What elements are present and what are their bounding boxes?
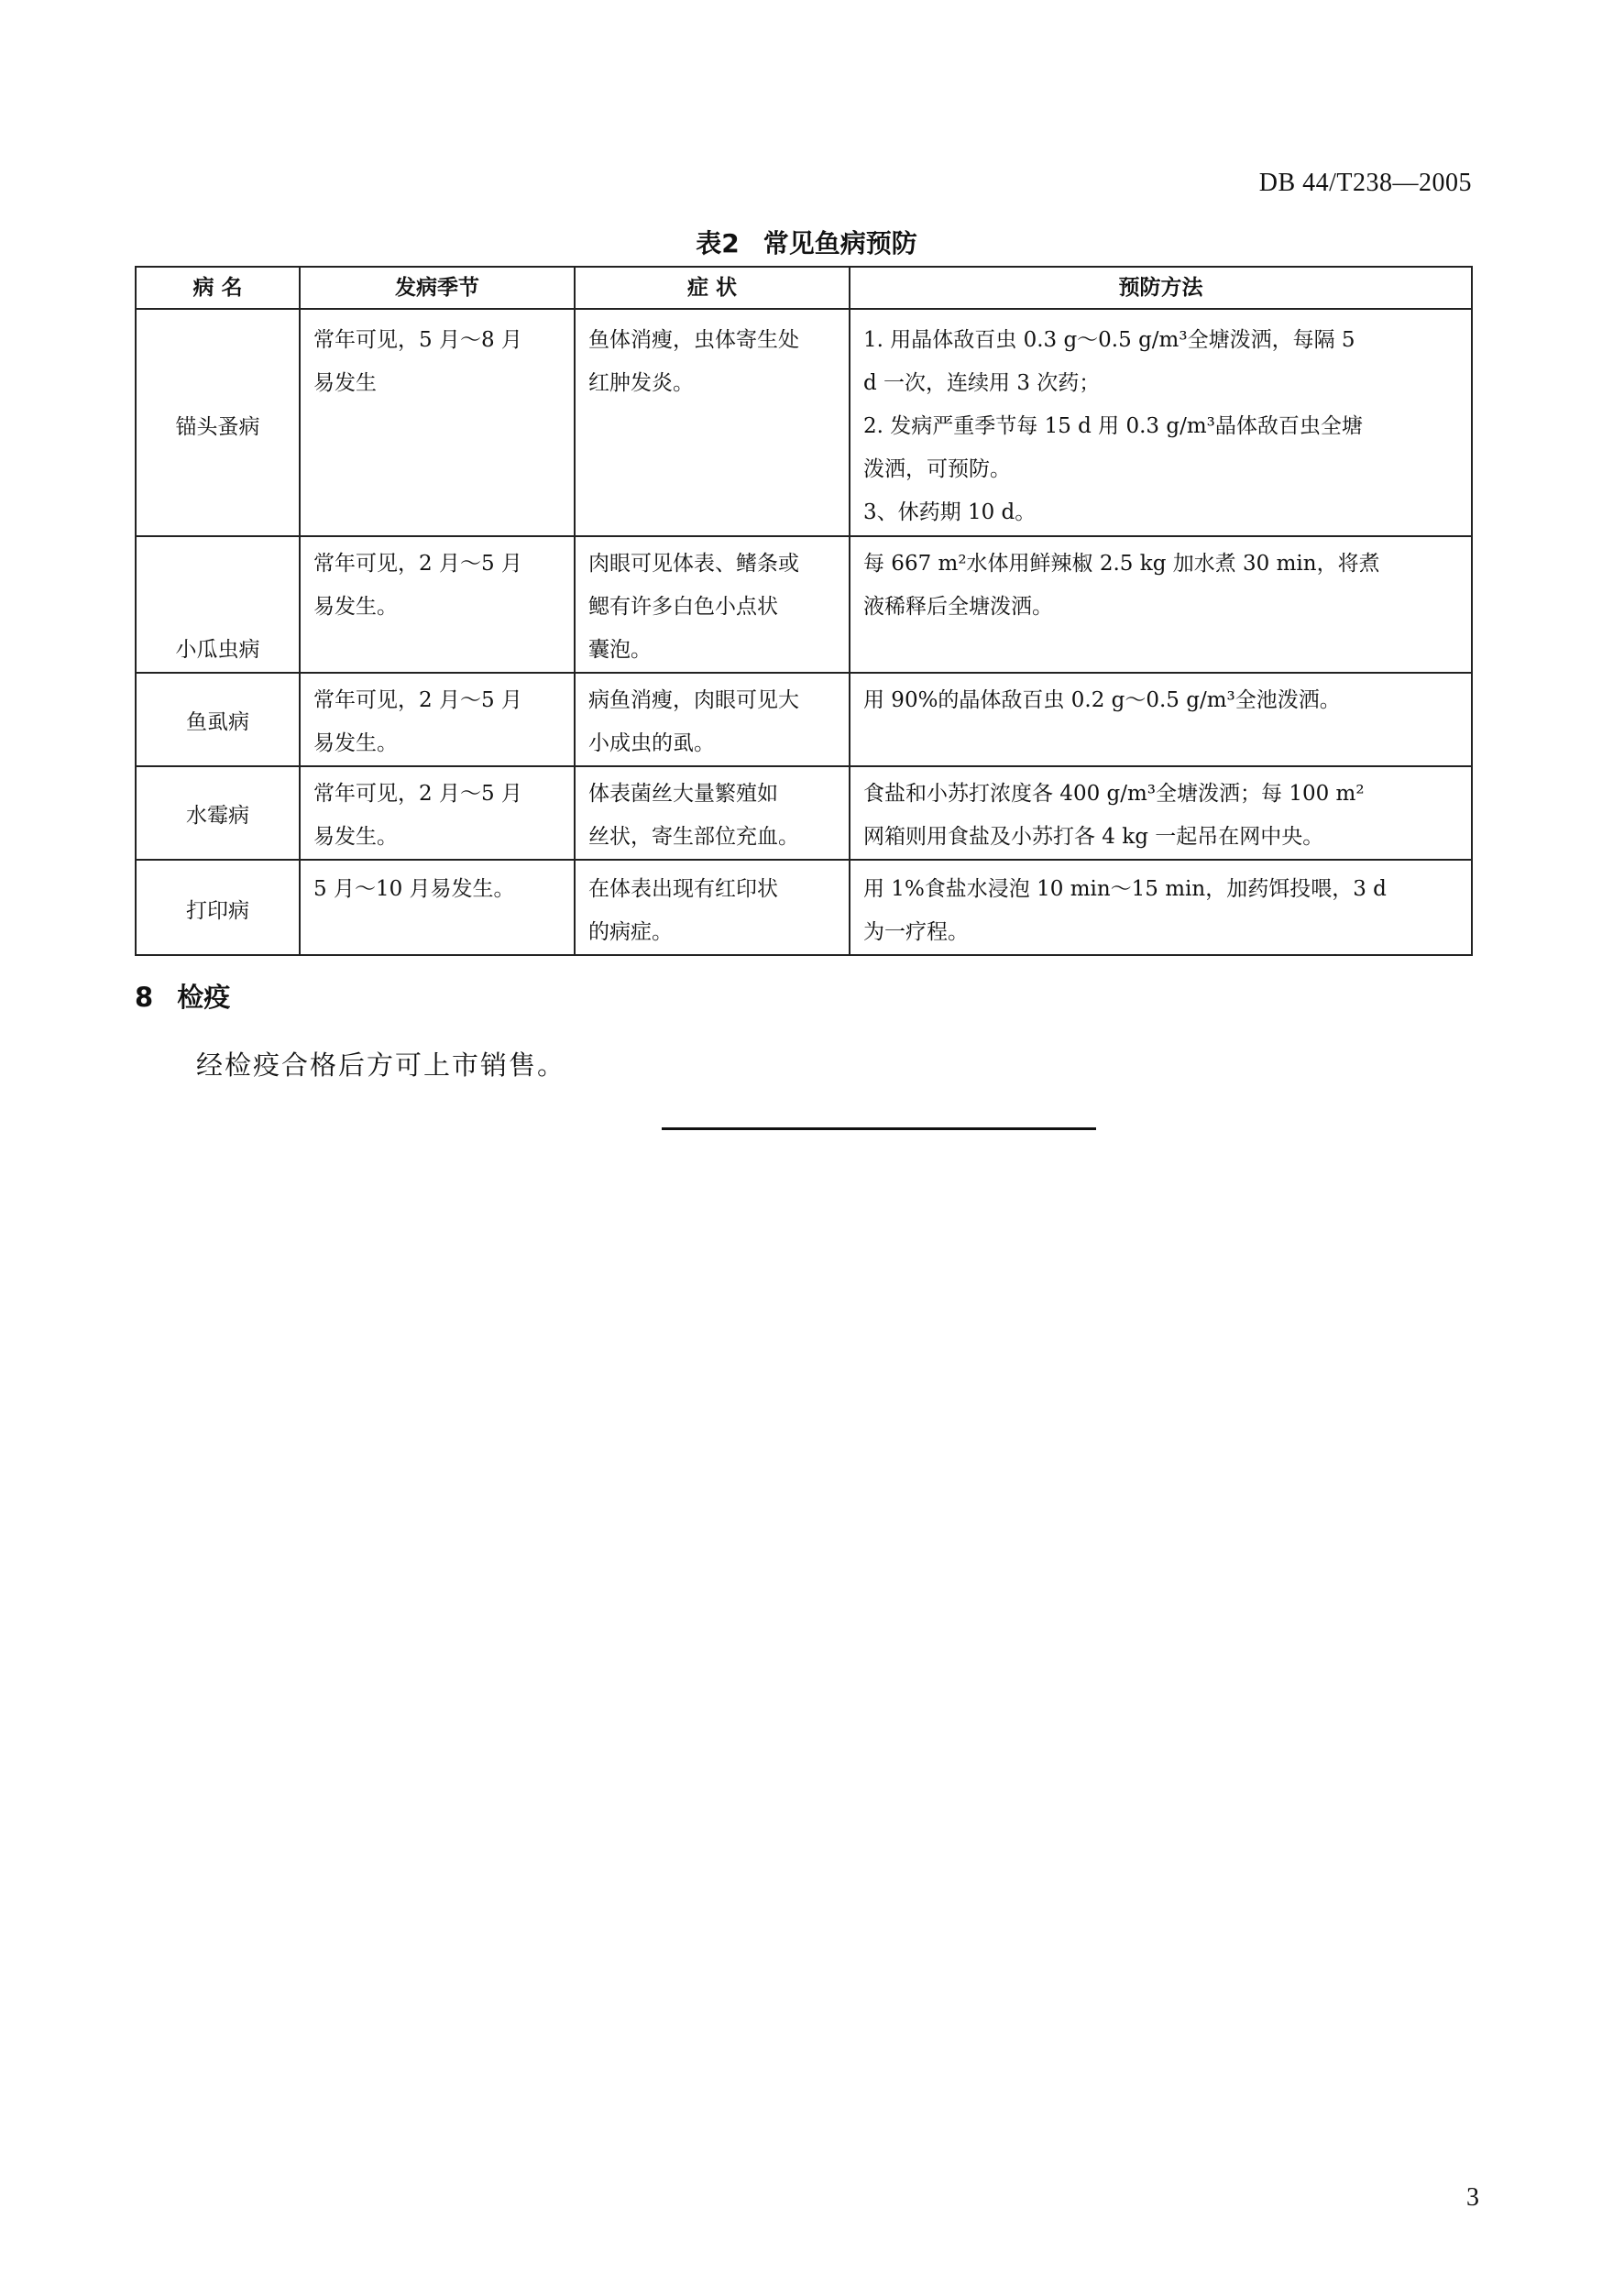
disease-name: 锚头蚤病 [136, 309, 300, 536]
prevention-line: 泼洒，可预防。 [863, 457, 1011, 481]
season-line: 5 月～10 月易发生。 [313, 877, 515, 901]
symptom-line: 肉眼可见体表、鳍条或 [588, 552, 799, 576]
prevention-line: 2. 发病严重季节每 15 d 用 0.3 g/m³晶体敌百虫全塘 [863, 414, 1363, 438]
prevention-cell [850, 536, 1472, 673]
column-header-name: 病 名 [136, 267, 300, 309]
symptom-line: 鱼体消瘦，虫体寄生处 [588, 328, 799, 352]
page-number: 3 [1466, 2183, 1479, 2212]
season-cell [300, 309, 575, 536]
prevention-line: 用 90%的晶体敌百虫 0.2 g～0.5 g/m³全池泼洒。 [863, 688, 1341, 712]
season-line: 常年可见，2 月～5 月 [313, 782, 522, 806]
column-header-season: 发病季节 [300, 267, 575, 309]
symptom-cell [575, 309, 850, 536]
prevention-cell [850, 860, 1472, 955]
table-row [136, 860, 1472, 955]
prevention-line: 用 1%食盐水浸泡 10 min～15 min，加药饵投喂，3 d [863, 877, 1387, 901]
table-row [136, 309, 1472, 536]
disease-name: 鱼虱病 [136, 673, 300, 766]
symptom-cell [575, 536, 850, 673]
season-line: 易发生 [313, 371, 377, 395]
table-row [136, 766, 1472, 860]
document-code: DB 44/T238—2005 [1258, 169, 1472, 197]
symptom-line: 病鱼消瘦，肉眼可见大 [588, 688, 799, 712]
disease-name: 水霉病 [136, 766, 300, 860]
season-line: 易发生。 [313, 731, 398, 755]
symptom-cell [575, 860, 850, 955]
column-header-prevention: 预防方法 [850, 267, 1472, 309]
prevention-cell [850, 309, 1472, 536]
prevention-line: 3、休药期 10 d。 [863, 500, 1037, 524]
prevention-cell [850, 766, 1472, 860]
season-line: 常年可见，5 月～8 月 [313, 328, 522, 352]
section-body-text: 经检疫合格后方可上市销售。 [196, 1049, 566, 1081]
table-row [136, 673, 1472, 766]
prevention-line: 每 667 m²水体用鲜辣椒 2.5 kg 加水煮 30 min，将煮 [863, 552, 1380, 576]
prevention-line: d 一次，连续用 3 次药； [863, 371, 1101, 395]
table-header-row [136, 267, 1472, 309]
table-number: 表2 [696, 228, 740, 258]
prevention-line: 液稀释后全塘泼洒。 [863, 595, 1053, 619]
season-cell [300, 766, 575, 860]
symptom-cell [575, 673, 850, 766]
disease-name: 小瓜虫病 [136, 536, 300, 673]
season-cell [300, 673, 575, 766]
end-divider [662, 1127, 1096, 1130]
section-number: 8 [135, 982, 154, 1013]
section-heading [135, 977, 230, 1015]
section-title: 检疫 [177, 982, 231, 1013]
prevention-line: 1. 用晶体敌百虫 0.3 g～0.5 g/m³全塘泼洒，每隔 5 [863, 328, 1355, 352]
symptom-line: 的病症。 [588, 920, 673, 944]
prevention-line: 为一疗程。 [863, 920, 969, 944]
symptom-cell [575, 766, 850, 860]
season-line: 常年可见，2 月～5 月 [313, 552, 522, 576]
symptom-line: 小成虫的虱。 [588, 731, 715, 755]
table-row [136, 536, 1472, 673]
symptom-line: 囊泡。 [588, 638, 652, 662]
fish-disease-table [135, 266, 1473, 956]
symptom-line: 体表菌丝大量繁殖如 [588, 782, 778, 806]
prevention-line: 网箱则用食盐及小苏打各 4 kg 一起吊在网中央。 [863, 825, 1324, 849]
prevention-cell [850, 673, 1472, 766]
symptom-line: 丝状，寄生部位充血。 [588, 825, 799, 849]
disease-name: 打印病 [136, 860, 300, 955]
prevention-line: 食盐和小苏打浓度各 400 g/m³全塘泼洒；每 100 m² [863, 782, 1365, 806]
season-cell [300, 860, 575, 955]
season-line: 常年可见，2 月～5 月 [313, 688, 522, 712]
symptom-line: 红肿发炎。 [588, 371, 694, 395]
symptom-line: 鳃有许多白色小点状 [588, 595, 778, 619]
table-title: 常见鱼病预防 [763, 228, 917, 258]
symptom-line: 在体表出现有红印状 [588, 877, 778, 901]
season-line: 易发生。 [313, 595, 398, 619]
column-header-symptom: 症 状 [575, 267, 850, 309]
season-cell [300, 536, 575, 673]
season-line: 易发生。 [313, 825, 398, 849]
table-caption [0, 224, 1613, 260]
